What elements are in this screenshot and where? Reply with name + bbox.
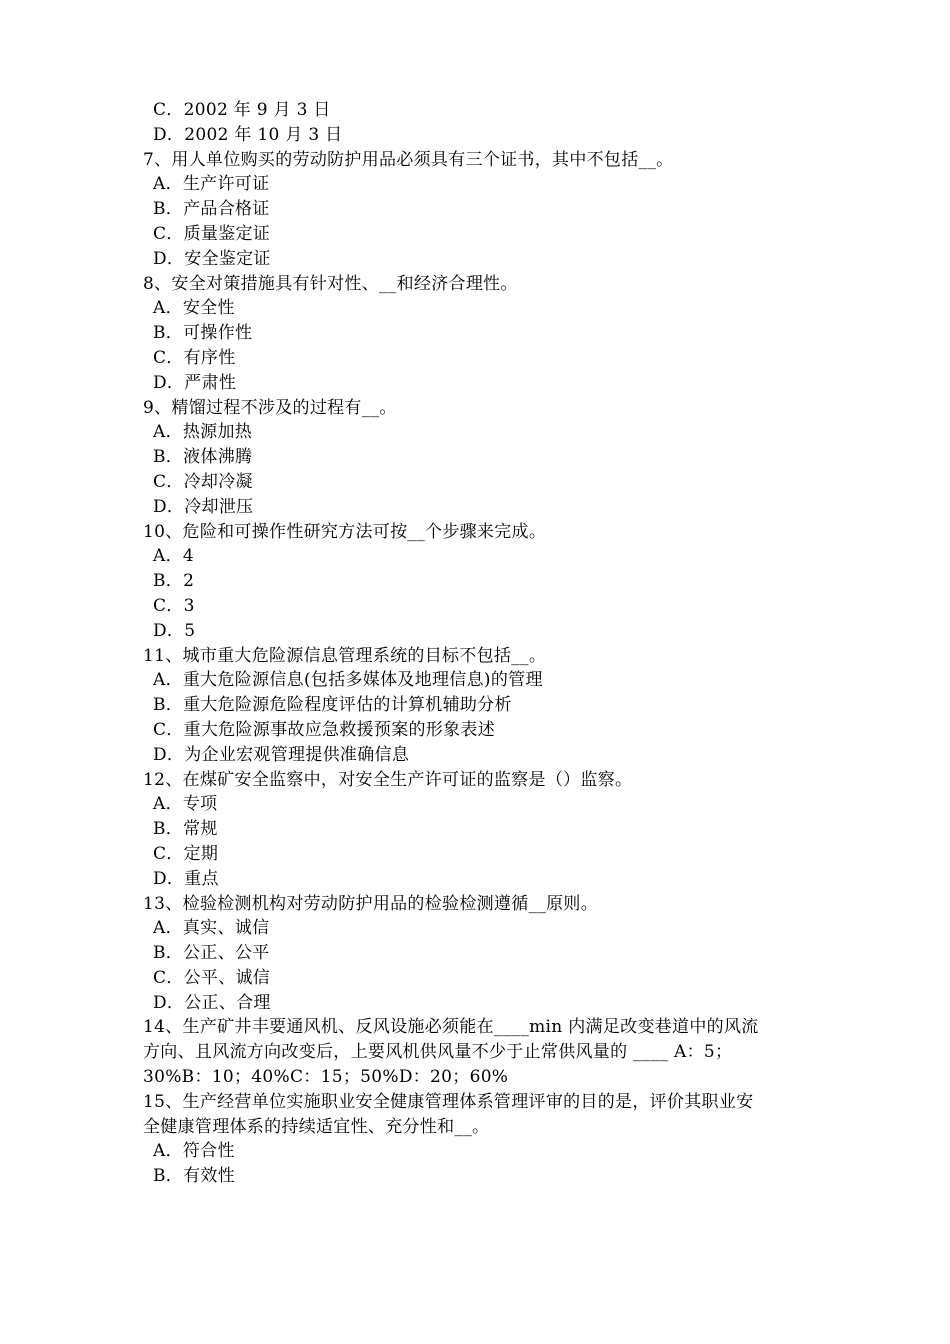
option-line: A．热源加热 [153, 422, 253, 443]
option-line: C．质量鉴定证 [153, 223, 271, 244]
question-line: 10、危险和可操作性研究方法可按__个步骤来完成。 [143, 521, 547, 542]
option-line: A．符合性 [153, 1141, 235, 1162]
option-line: D．2002 年 10 月 3 日 [153, 124, 343, 145]
option-line: C．2002 年 9 月 3 日 [153, 100, 331, 120]
option-line: A．专项 [153, 794, 218, 815]
question-line: 30%B：10；40%C：15；50%D：20；60% [143, 1067, 509, 1088]
option-line: A．真实、诚信 [153, 918, 270, 939]
option-line: B．可操作性 [153, 323, 253, 344]
question-line: 15、生产经营单位实施职业安全健康管理体系管理评审的目的是，评价其职业安 [143, 1091, 754, 1112]
option-line: D．严肃性 [153, 372, 237, 393]
option-line: A．安全性 [153, 298, 235, 319]
option-line: D．公正、合理 [153, 992, 271, 1013]
option-line: B．公正、公平 [153, 943, 270, 964]
question-line: 14、生产矿井丰要通风机、反风设施必须能在____min 内满足改变巷道中的风流 [143, 1017, 759, 1038]
option-line: D．安全鉴定证 [153, 248, 271, 269]
option-line: A．4 [153, 546, 194, 567]
option-line: A．重大危险源信息(包括多媒体及地理信息)的管理 [153, 670, 543, 691]
option-line: B．产品合格证 [153, 199, 270, 220]
option-line: C．重大危险源事故应急救援预案的形象表述 [153, 719, 496, 740]
question-line: 13、检验检测机构对劳动防护用品的检验检测遵循__原则。 [143, 893, 599, 914]
option-line: C．冷却冷凝 [153, 471, 253, 492]
option-line: B．常规 [153, 819, 218, 840]
question-line: 7、用人单位购买的劳动防护用品必须具有三个证书，其中不包括__。 [143, 149, 674, 170]
exam-content [143, 98, 811, 1189]
option-line: C．有序性 [153, 347, 236, 368]
option-line: A．生产许可证 [153, 174, 270, 195]
question-line: 9、精馏过程不涉及的过程有__。 [143, 397, 397, 418]
option-line: B．有效性 [153, 1166, 235, 1187]
option-line: B．重大危险源危险程度评估的计算机辅助分析 [153, 695, 512, 716]
option-line: B．2 [153, 571, 195, 592]
question-line: 全健康管理体系的持续适宜性、充分性和__。 [143, 1116, 490, 1137]
option-line: D．冷却泄压 [153, 496, 254, 517]
question-line: 方向、且风流方向改变后，上要风机供风量不少于止常供风量的 ____ A：5； [143, 1042, 733, 1063]
option-line: C．3 [153, 595, 195, 616]
question-line: 11、城市重大危险源信息管理系统的目标不包括__。 [143, 645, 547, 666]
option-line: D．为企业宏观管理提供准确信息 [153, 744, 410, 765]
option-line: B．液体沸腾 [153, 447, 253, 468]
option-line: D．重点 [153, 868, 219, 889]
option-line: D．5 [153, 620, 196, 641]
option-line: C．公平、诚信 [153, 967, 271, 988]
question-line: 8、安全对策措施具有针对性、__和经济合理性。 [143, 273, 518, 294]
option-line: C．定期 [153, 843, 219, 864]
question-line: 12、在煤矿安全监察中，对安全生产许可证的监察是（）监察。 [143, 769, 633, 790]
